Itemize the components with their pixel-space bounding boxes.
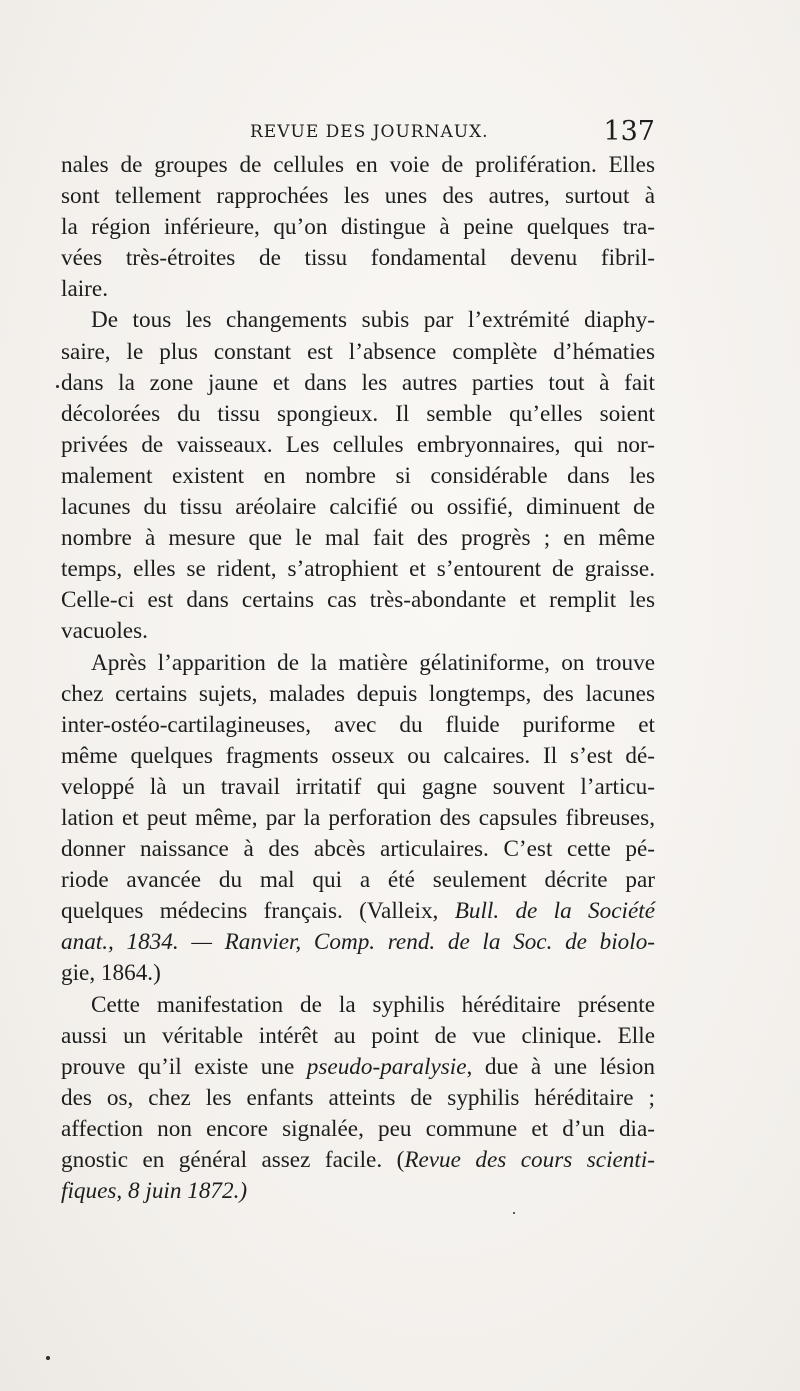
text-line (61, 927, 655, 958)
text-line: décolorées du tissu spongieux. Il semble qu’elles soient (61, 400, 655, 427)
running-title: REVUE DES JOURNAUX. (250, 122, 489, 142)
text-segment: prouve qu’il existe une (61, 1053, 307, 1080)
text-line: vacuoles. (61, 618, 148, 645)
text-segment: , due à une lésion (466, 1053, 655, 1080)
text-line: aussi un véritable intérêt au point de vue clinique. Elle (61, 1022, 655, 1049)
text-line: nombre à mesure que le mal fait des progrès ; en même (61, 525, 655, 552)
print-speck (513, 1212, 515, 1214)
text-line: chez certains sujets, malades depuis longtemps, des lacunes (61, 680, 655, 707)
text-line (61, 1145, 655, 1176)
text-line: temps, elles se rident, s’atrophient et s’entourent de graisse. (61, 556, 655, 583)
text-line: inter-ostéo-cartilagineuses, avec du fluide puriforme et (61, 711, 655, 738)
text-line: lation et peut même, par la perforation des capsules fibreuses, (61, 804, 655, 831)
text-line: riode avancée du mal qui a été seulement décrite par (61, 867, 655, 894)
print-speck (56, 385, 59, 388)
text-line: affection non encore signalée, peu commune et d’un dia- (61, 1115, 655, 1142)
text-line: la région inférieure, qu’on distingue à peine quelques tra- (61, 214, 655, 241)
text-line (61, 1052, 655, 1083)
text-line (61, 896, 655, 927)
body-text (61, 150, 655, 1207)
citation-fiques: fiques, 8 juin 1872.) (61, 1178, 248, 1205)
text-line: donner naissance à des abcès articulaires. C’est cette pé- (61, 836, 655, 863)
print-speck (46, 1356, 50, 1360)
text-segment: quelques médecins français. (Valleix, (61, 898, 455, 925)
text-line: lacunes du tissu aréolaire calcifié ou ossifié, diminuent de (61, 494, 655, 521)
text-line: Cette manifestation de la syphilis héréditaire présente (91, 991, 655, 1018)
text-line: veloppé là un travail irritatif qui gagne souvent l’articu- (61, 773, 655, 800)
text-line: sont tellement rapprochées les unes des autres, surtout à (61, 183, 655, 210)
text-line: laire. (61, 276, 108, 303)
text-line: même quelques fragments osseux ou calcaires. Il s’est dé- (61, 742, 655, 769)
term-pseudo-paralysie: pseudo-paralysie (306, 1053, 467, 1080)
text-segment: gnostic en général assez facile. ( (61, 1147, 405, 1173)
text-line: De tous les changements subis par l’extrémité diaphy- (91, 307, 655, 334)
page-number: 137 (603, 116, 655, 147)
citation-revue-des-cours: Revue des cours scienti- (404, 1147, 656, 1173)
citation-anat-label: anat., 1834. — Ranvier, (61, 929, 314, 956)
text-line: saire, le plus constant est l’absence complète d’hématies (61, 338, 655, 365)
text-line: privées de vaisseaux. Les cellules embryonnaires, qui nor- (61, 431, 655, 458)
page-header (250, 116, 655, 146)
text-line: Celle-ci est dans certains cas très-abondante et remplit les (61, 587, 655, 614)
text-line: des os, chez les enfants atteints de syphilis héréditaire ; (61, 1084, 655, 1111)
text-line: nales de groupes de cellules en voie de prolifération. Elles (61, 152, 655, 178)
text-line: dans la zone jaune et dans les autres parties tout à fait (61, 369, 655, 396)
text-line (61, 1176, 655, 1207)
citation-comptes-rendus: Comp. rend. de la Soc. de biolo- (313, 929, 656, 956)
citation-bull-societe-anat: Bull. de la Société (454, 898, 655, 925)
text-line: gie, 1864.) (61, 960, 161, 987)
text-line: Après l’apparition de la matière gélatiniforme, on trouve (91, 649, 655, 676)
text-line: vées très-étroites de tissu fondamental devenu fibril- (61, 245, 655, 272)
text-line: malement existent en nombre si considérable dans les (61, 462, 655, 489)
